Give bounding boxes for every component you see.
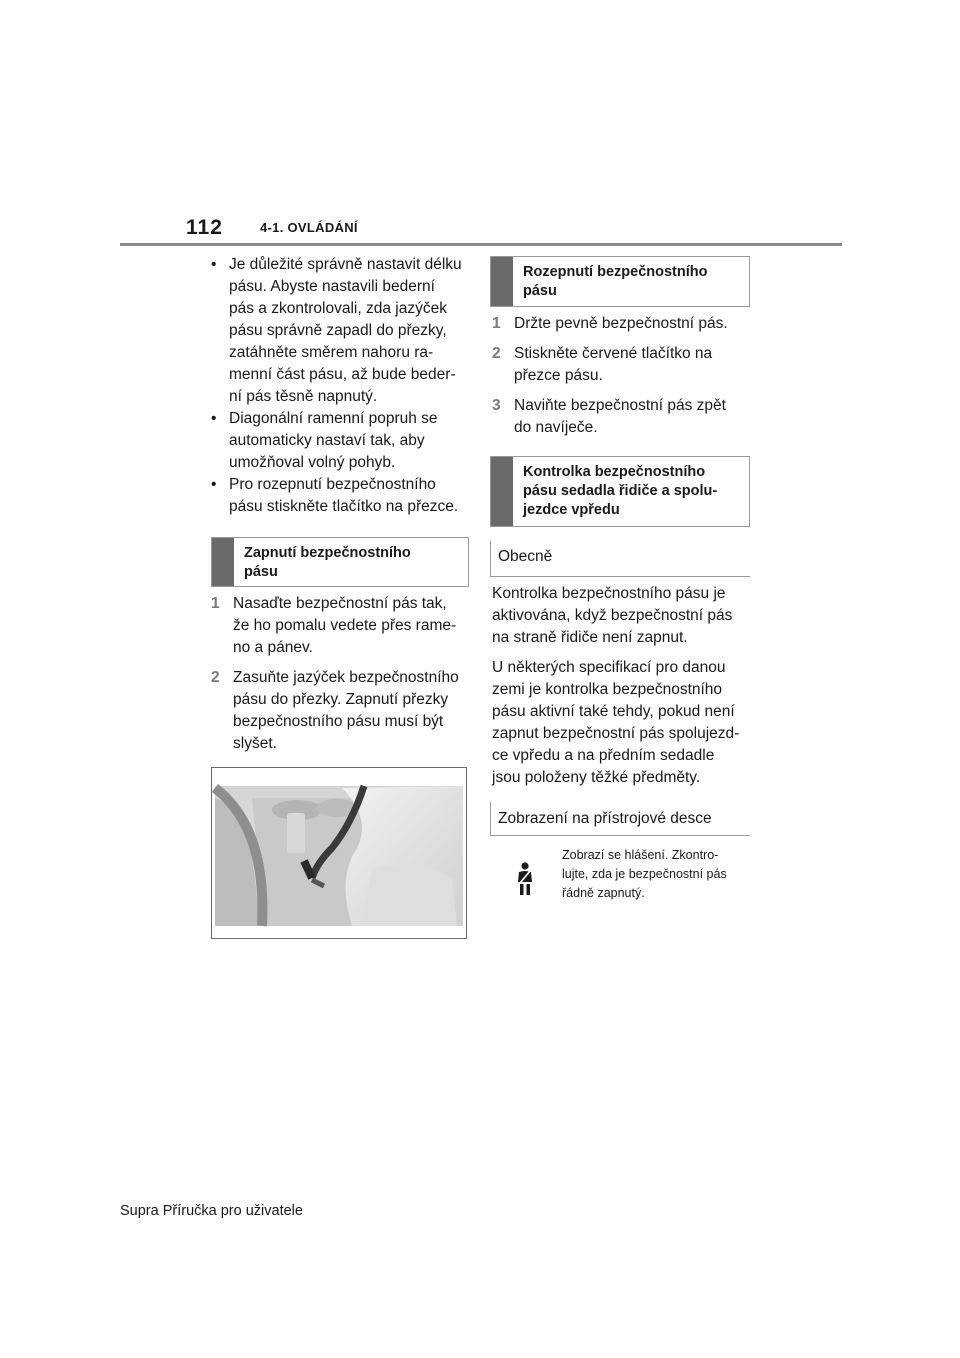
heading-label: Zapnutí bezpečnostního pásu xyxy=(244,545,411,580)
bullet-item: • Diagonální ramenní popruh se automaticky nastaví tak, aby umožňoval volný pohyb. xyxy=(211,410,438,471)
heading-bar xyxy=(491,457,513,526)
fasten-steps xyxy=(211,593,473,763)
heading-label: Kontrolka bezpečnostního pásu sedadla řidiče a spolu- jezdce vpředu xyxy=(523,464,718,518)
subhead-instrument-display: Zobrazení na přístrojové desce xyxy=(490,802,750,836)
step-item: 1 Držte pevně bezpečnostní pás. xyxy=(492,315,728,332)
paragraph: U některých specifikací pro danou zemi je kontrolka bezpečnostního pásu aktivní také tehdy, pokud není zapnut bezpečnostní pás spolujezd- ce vpředu a na předním sedadle jsou položeny těžké předměty. xyxy=(492,659,740,786)
header-rule xyxy=(120,243,842,246)
seatbelt-drawing xyxy=(212,768,466,938)
paragraph: Kontrolka bezpečnostního pásu je aktivována, když bezpečnostní pás na straně řidiče není zapnut. xyxy=(492,585,733,646)
indicator-description xyxy=(492,583,754,797)
heading-bar xyxy=(491,257,513,306)
heading-bar xyxy=(212,538,234,586)
heading-fasten-belt xyxy=(211,537,469,587)
section-title: 4-1. OVLÁDÁNÍ xyxy=(260,220,358,235)
bullet-item: • Je důležité správně nastavit délku pásu. Abyste nastavili bederní pás a zkontrolovali, zda jazýček pásu správně zapadl do přezky, zatáhněte směrem nahoru ra- menní část pásu, až bude beder- ní pás těsně napnutý. xyxy=(211,256,462,405)
bullet-list xyxy=(211,254,471,518)
step-item: 2 Stiskněte červené tlačítko na přezce pásu. xyxy=(492,345,713,384)
step-item: 2 Zasuňte jazýček bezpečnostního pásu do přezky. Zapnutí přezky bezpečnostního pásu musí být slyšet. xyxy=(211,669,459,752)
footer-text: Supra Příručka pro uživatele xyxy=(120,1203,303,1219)
release-steps xyxy=(492,313,754,447)
step-item: 3 Naviňte bezpečnostní pás zpět do navíječe. xyxy=(492,397,726,436)
subhead-general: Obecně xyxy=(490,541,750,577)
heading-release-belt xyxy=(490,256,750,307)
indicator-message: Zobrazí se hlášení. Zkontro- lujte, zda je bezpečnostní pás řádně zapnutý. xyxy=(562,848,727,900)
heading-belt-indicator xyxy=(490,456,750,527)
bullet-item: • Pro rozepnutí bezpečnostního pásu stiskněte tlačítko na přezce. xyxy=(211,476,459,515)
step-item: 1 Nasaďte bezpečnostní pás tak, že ho pomalu vedete přes rame- no a pánev. xyxy=(211,595,457,656)
seatbelt-warning-icon xyxy=(512,862,538,896)
heading-label: Rozepnutí bezpečnostního pásu xyxy=(523,264,708,299)
seatbelt-illustration xyxy=(211,767,467,939)
page-number: 112 xyxy=(186,216,223,239)
